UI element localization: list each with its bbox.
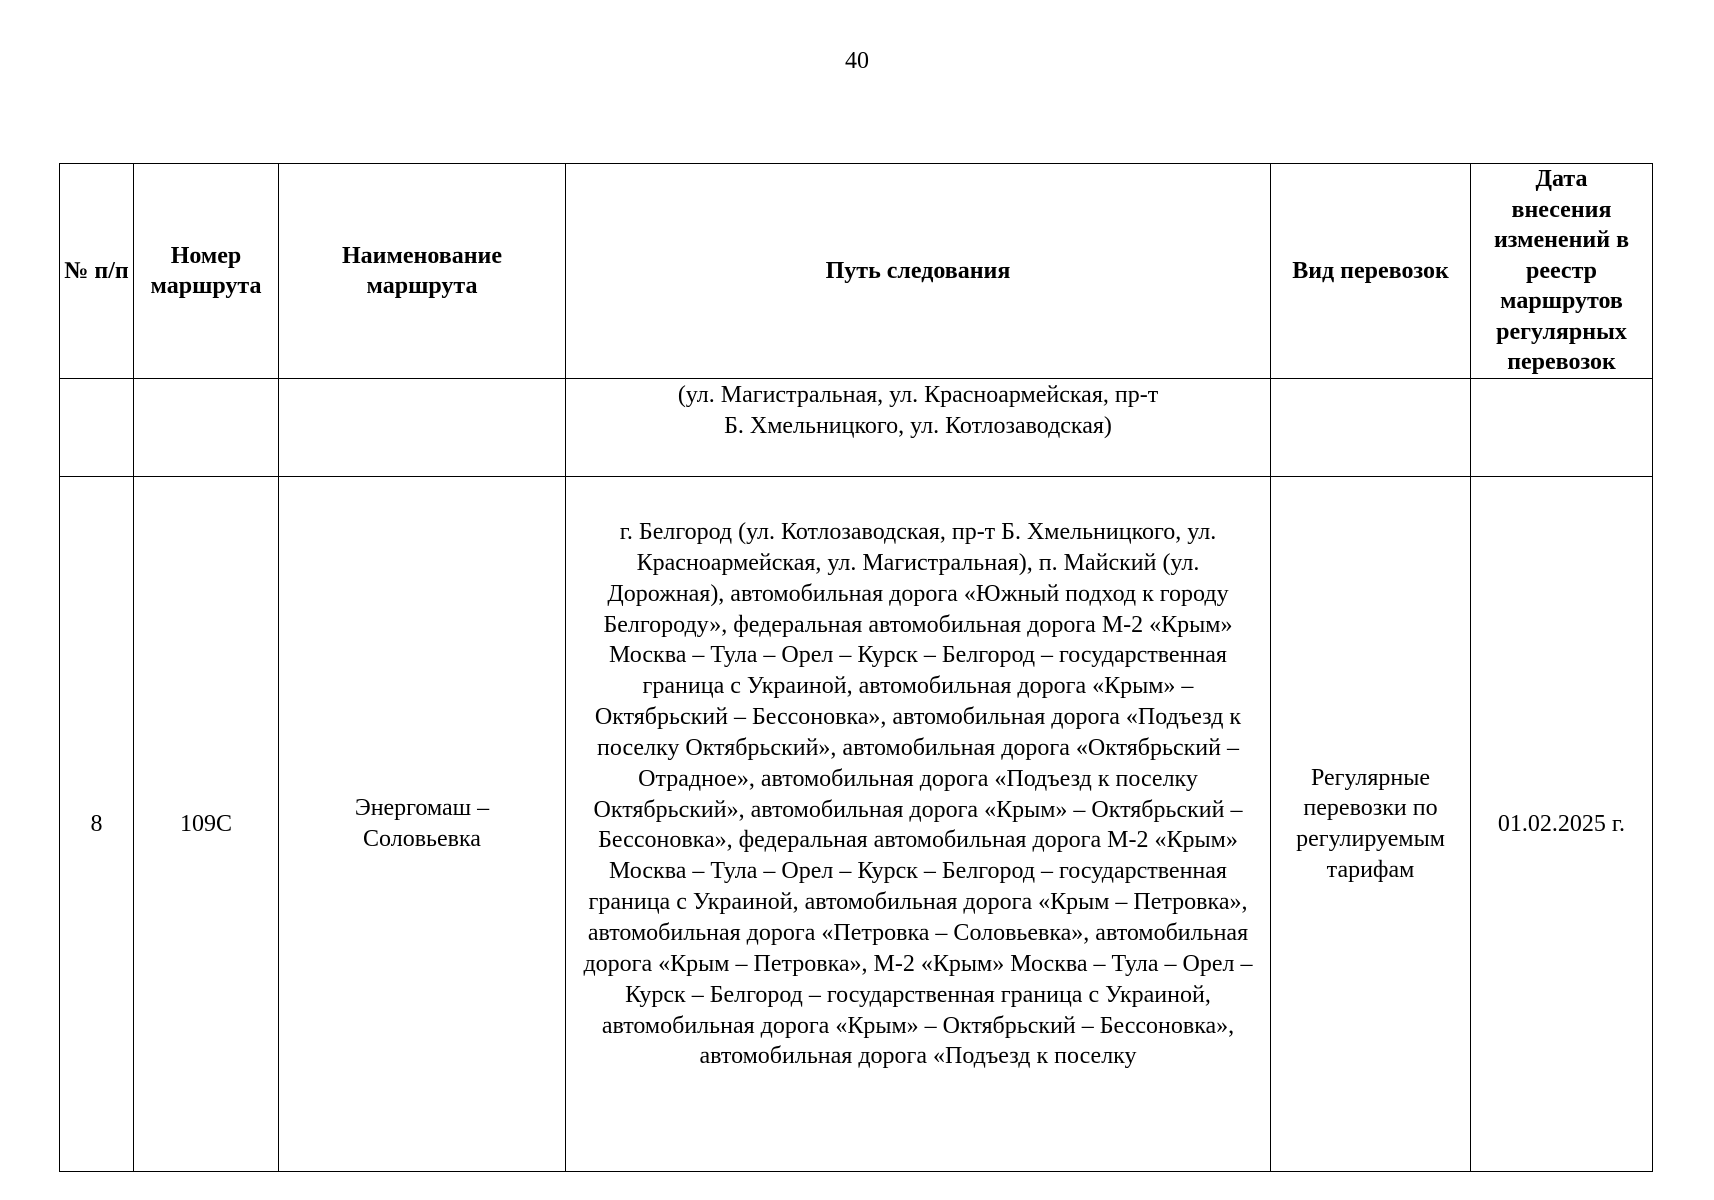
cell-number: 8 [60,477,134,1172]
cell-transport-type: Регулярные перевозки по регулируемым тарифам [1271,477,1471,1172]
header-route-path: Путь следования [566,164,1271,379]
table-row [60,477,1653,1172]
header-transport-type: Вид перевозок [1271,164,1471,379]
cell-route-name: Энергомаш – Соловьевка [279,477,566,1172]
cell-route-number: 109С [134,477,279,1172]
cell-route-path: г. Белгород (ул. Котлозаводская, пр-т Б. Хмельницкого, ул. Красноармейская, ул. Магистральная), п. Майский (ул. Дорожная), автомобильная дорога «Южный подход к городу Белгороду», федеральная автомобильная дорога М-2 «Крым» Москва – Тула – Орел – Курск – Белгород – государственная граница с Украиной, автомобильная дорога «Крым» – Октябрьский – Бессоновка», автомобильная дорога «Подъезд к поселку Октябрьский», автомобильная дорога «Октябрьский – Отрадное», автомобильная дорога «Подъезд к поселку Октябрьский», автомобильная дорога «Крым» – Октябрьский – Бессоновка», федеральная автомобильная дорога М-2 «Крым» Москва – Тула – Орел – Курск – Белгород – государственная граница с Украиной, автомобильная дорога «Крым – Петровка», автомобильная дорога «Петровка – Соловьевка», автомобильная дорога «Крым – Петровка», М-2 «Крым» Москва – Тула – Орел – Курск – Белгород – государственная граница с Украиной, автомобильная дорога «Крым» – Октябрьский – Бессоновка», автомобильная дорога «Подъезд к поселку [566,477,1271,1172]
cell-registry-date: 01.02.2025 г. [1471,477,1653,1172]
cell-route-path: (ул. Магистральная, ул. Красноармейская, пр-т Б. Хмельницкого, ул. Котлозаводская) [566,379,1271,477]
page-number: 40 [845,48,869,74]
header-number: № п/п [60,164,134,379]
header-route-name: Наименование маршрута [279,164,566,379]
cell-registry-date [1471,379,1653,477]
header-registry-date: Дата внесения изменений в реестр маршрутов регулярных перевозок [1471,164,1653,379]
cell-number [60,379,134,477]
table-row-continuation [60,379,1653,477]
cell-transport-type [1271,379,1471,477]
cell-route-number [134,379,279,477]
table-header-row [60,164,1653,379]
header-route-number: Номер маршрута [134,164,279,379]
routes-table [59,163,1653,1172]
cell-route-name [279,379,566,477]
